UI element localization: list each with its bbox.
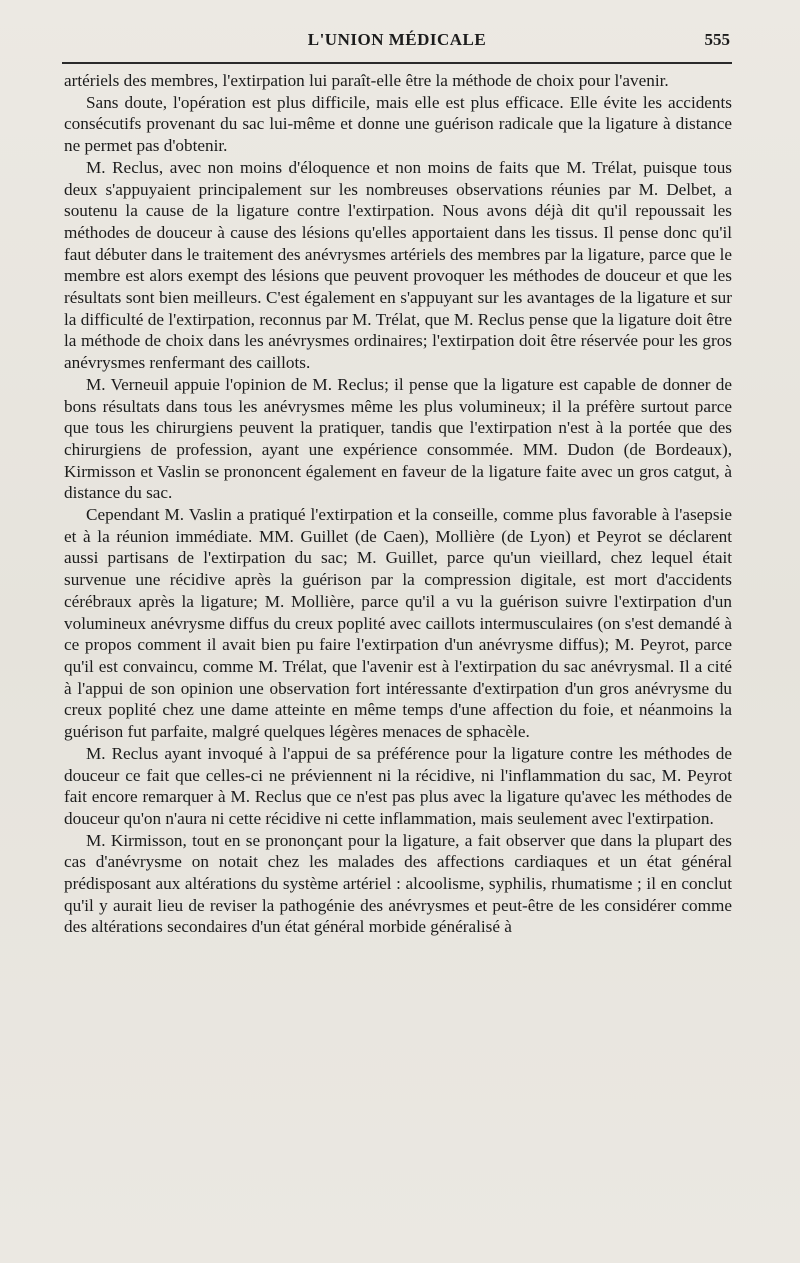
page-number: 555 bbox=[704, 30, 730, 49]
body-text bbox=[64, 70, 732, 938]
paragraph-6: M. Reclus ayant invoqué à l'appui de sa préférence pour la ligature contre les méthodes de douceur ce fait que celles-ci ne préviennent ni la récidive, ni l'inflammation du sac, M. Peyrot fait encore remarquer à M. Reclus que ce n'est pas plus avec la ligature qu'avec les méthodes de douceur qu'on n'aura ni cette récidive ni cette inflammation, mais seulement avec l'extirpation. bbox=[64, 743, 732, 828]
header-rule bbox=[62, 62, 732, 64]
running-title: L'UNION MÉDICALE bbox=[307, 30, 487, 49]
paragraph-4: M. Verneuil appuie l'opinion de M. Reclus; il pense que la ligature est capable de donner de bons résultats dans tous les anévrysmes même les plus volumineux; il la préfère surtout parce que tous les chirurgiens peuvent la pratiquer, tandis que l'extirpation n'est à la portée que des chirurgiens de profession, ayant une expérience consommée. MM. Dudon (de Bordeaux), Kirmisson et Vaslin se prononcent également en faveur de la ligature faite avec un gros catgut, à distance du sac. bbox=[64, 374, 732, 503]
paragraph-3: M. Reclus, avec non moins d'éloquence et non moins de faits que M. Trélat, puisque tous deux s'appuyaient principalement sur les nombreuses observations réunies par M. Delbet, a soutenu la cause de la ligature contre l'extirpation. Nous avons déjà dit qu'il repoussait les méthodes de douceur à cause des lésions qu'elles apportaient dans les tissus. Il pense donc qu'il faut débuter dans le traitement des anévrysmes artériels des membres par la ligature, parce que le membre est alors exempt des lésions que peuvent provoquer les méthodes de douceur et que les résultats sont bien meilleurs. C'est également en s'appuyant sur les avantages de la ligature et sur la difficulté de l'extirpation, reconnus par M. Trélat, que M. Reclus pense que la ligature doit être la méthode de choix dans les anévrysmes ordinaires; l'extirpation doit être réservée pour les gros anévrysmes renfermant des caillots. bbox=[64, 157, 732, 373]
paragraph-1: artériels des membres, l'extirpation lui paraît-elle être la méthode de choix pour l'avenir. bbox=[64, 71, 669, 90]
paragraph-7: M. Kirmisson, tout en se prononçant pour la ligature, a fait observer que dans la plupart des cas d'anévrysme on notait chez les malades des affections cardiaques et un état général prédisposant aux altérations du système artériel : alcoolisme, syphilis, rhumatisme ; il en conclut qu'il y aurait lieu de reviser la pathogénie des anévrysmes et peut-être de les considérer comme des altérations secondaires d'un état général morbide généralisé à bbox=[64, 830, 732, 937]
paragraph-5: Cependant M. Vaslin a pratiqué l'extirpation et la conseille, comme plus favorable à l'asepsie et à la réunion immédiate. MM. Guillet (de Caen), Mollière (de Lyon) et Peyrot se déclarent aussi partisans de l'extirpation du sac; M. Guillet, parce qu'un vieillard, chez lequel était survenue une récidive après la guérison par la compression digitale, est mort d'accidents cérébraux après la ligature; M. Mollière, parce qu'il a vu la guérison suivre l'extirpation d'un volumineux anévrysme diffus du creux poplité avec caillots intermusculaires (on s'est demandé à ce propos comment il avait bien pu faire l'extirpation d'un anévrysme diffus); M. Peyrot, parce qu'il est convaincu, comme M. Trélat, que l'avenir est à l'extirpation du sac anévrysmal. Il a cité à l'appui de son opinion une observation fort intéressante d'extirpation d'un gros anévrysme du creux poplité chez une dame atteinte en même temps d'une affection du foie, et néanmoins la guérison fut parfaite, malgré quelques légères menaces de sphacèle. bbox=[64, 505, 732, 742]
page-header bbox=[62, 30, 732, 58]
paragraph-2: Sans doute, l'opération est plus difficile, mais elle est plus efficace. Elle évite les accidents consécutifs provenant du sac lui-même et donne une guérison radicale que la ligature à distance ne permet pas d'obtenir. bbox=[64, 92, 732, 156]
